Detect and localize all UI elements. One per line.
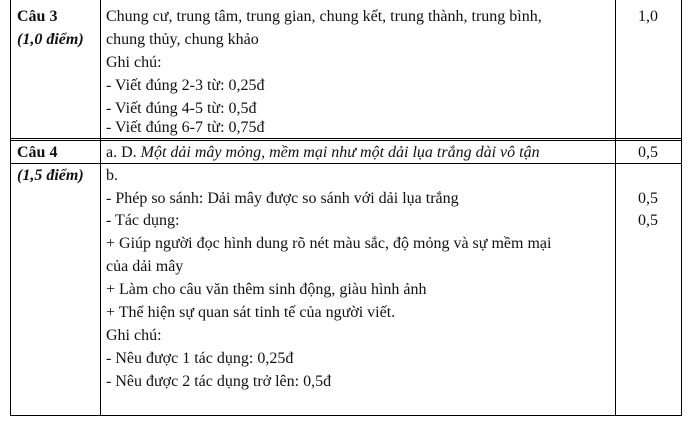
question-3-score: 1,0 [638,8,658,25]
question-4-effect-title: - Tác dụng: [106,212,180,229]
question-4-effect-score: 0,5 [638,212,658,229]
question-4-effect-line-1b: của dải mây [106,258,184,275]
question-3-note: - Viết đúng 2-3 từ: 0,25đ [106,77,265,94]
question-4-part-a-answer: Một dải mây mỏng, mềm mại như một dải lụa trắng dài vô tận [140,144,540,161]
question-4-part-a-score: 0,5 [638,144,658,161]
question-4-comparison: - Phép so sánh: Dải mây được so sánh với dải lụa trắng [106,190,459,207]
question-4-label: Câu 4 [17,144,58,161]
question-4-part-b-label: b. [106,167,118,184]
question-4-points: (1,5 điểm) [17,167,84,184]
question-4-part-a [106,141,540,164]
question-3-points: (1,0 điểm) [17,31,84,48]
table-border-left [10,0,11,416]
question-4-effect-line-2: + Làm cho câu văn thêm sinh động, giàu hình ảnh [106,281,427,298]
question-3-answer-line-2: chung thủy, chung khảo [106,31,259,48]
question-3-note: - Viết đúng 4-5 từ: 0,5đ [106,100,257,117]
question-4-effect-line-1a: + Giúp người đọc hình dung rõ nét màu sắc, độ mỏng và sự mềm mại [106,235,552,252]
question-4-note: - Nêu được 2 tác dụng trở lên: 0,5đ [106,373,332,390]
table-border-bottom [10,415,681,416]
column-divider-1 [100,0,101,416]
question-4-comparison-score: 0,5 [638,190,658,207]
question-3-note-title: Ghi chú: [106,54,162,71]
question-3-note: - Viết đúng 6-7 từ: 0,75đ [106,119,265,136]
question-4-part-a-prefix: a. D. [106,144,141,161]
question-3-label: Câu 3 [17,8,58,25]
question-4-note-title: Ghi chú: [106,327,162,344]
question-4-note: - Nêu được 1 tác dụng: 0,25đ [106,350,294,367]
question-4-effect-line-3: + Thể hiện sự quan sát tinh tế của người viết. [106,304,396,321]
question-3-answer-line-1: Chung cư, trung tâm, trung gian, chung kết, trung thành, trung bình, [106,8,542,25]
table-border-right [681,0,682,416]
